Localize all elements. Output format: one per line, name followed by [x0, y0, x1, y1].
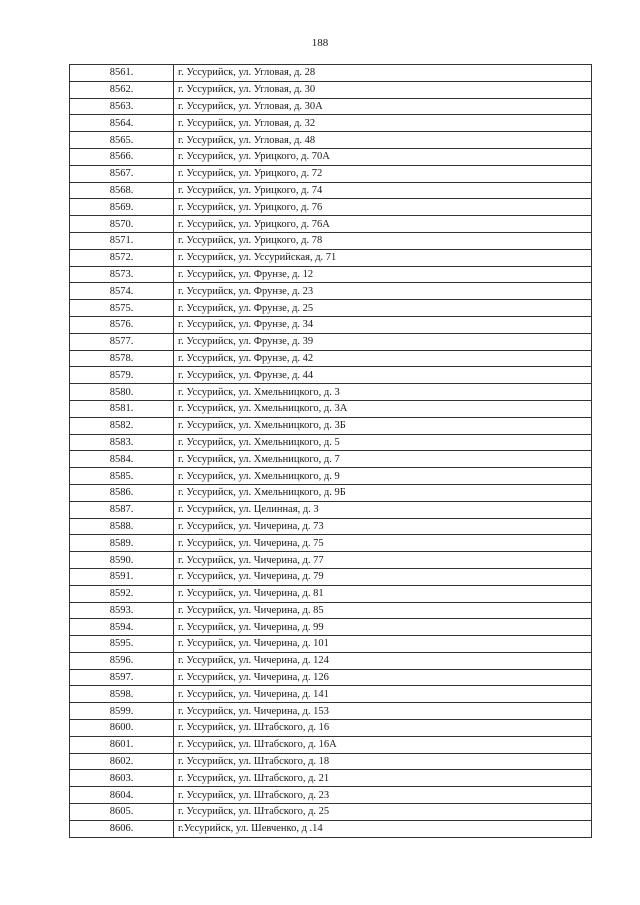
table-row	[70, 753, 592, 770]
table-row	[70, 367, 592, 384]
row-address-cell: г. Уссурийск, ул. Чичерина, д. 124	[174, 652, 592, 669]
row-number-cell: 8606.	[70, 820, 174, 837]
row-address-cell: г. Уссурийск, ул. Хмельницкого, д. 3Б	[174, 417, 592, 434]
row-address-cell: г. Уссурийск, ул. Угловая, д. 48	[174, 132, 592, 149]
row-number-cell: 8564.	[70, 115, 174, 132]
row-address-cell: г. Уссурийск, ул. Фрунзе, д. 39	[174, 333, 592, 350]
row-address-cell: г. Уссурийск, ул. Чичерина, д. 141	[174, 686, 592, 703]
row-address-cell: г. Уссурийск, ул. Угловая, д. 30	[174, 81, 592, 98]
row-number-cell: 8584.	[70, 451, 174, 468]
row-address-cell: г. Уссурийск, ул. Фрунзе, д. 12	[174, 266, 592, 283]
row-number-cell: 8587.	[70, 501, 174, 518]
table-row	[70, 703, 592, 720]
row-address-cell: г. Уссурийск, ул. Хмельницкого, д. 9	[174, 468, 592, 485]
table-row	[70, 535, 592, 552]
row-number-cell: 8581.	[70, 400, 174, 417]
table-row	[70, 165, 592, 182]
table-row	[70, 232, 592, 249]
table-row	[70, 115, 592, 132]
row-address-cell: г. Уссурийск, ул. Штабского, д. 23	[174, 787, 592, 804]
row-number-cell: 8585.	[70, 468, 174, 485]
row-number-cell: 8599.	[70, 703, 174, 720]
row-number-cell: 8603.	[70, 770, 174, 787]
row-number-cell: 8591.	[70, 568, 174, 585]
table-row	[70, 300, 592, 317]
row-number-cell: 8602.	[70, 753, 174, 770]
row-address-cell: г. Уссурийск, ул. Штабского, д. 16А	[174, 736, 592, 753]
table-row	[70, 216, 592, 233]
table-row	[70, 333, 592, 350]
row-number-cell: 8576.	[70, 316, 174, 333]
row-number-cell: 8590.	[70, 552, 174, 569]
row-address-cell: г. Уссурийск, ул. Чичерина, д. 75	[174, 535, 592, 552]
row-address-cell: г. Уссурийск, ул. Штабского, д. 21	[174, 770, 592, 787]
row-address-cell: г. Уссурийск, ул. Урицкого, д. 74	[174, 182, 592, 199]
row-number-cell: 8598.	[70, 686, 174, 703]
table-row	[70, 585, 592, 602]
row-number-cell: 8594.	[70, 619, 174, 636]
row-address-cell: г. Уссурийск, ул. Хмельницкого, д. 5	[174, 434, 592, 451]
row-address-cell: г. Уссурийск, ул. Хмельницкого, д. 3	[174, 384, 592, 401]
row-address-cell: г. Уссурийск, ул. Фрунзе, д. 23	[174, 283, 592, 300]
row-address-cell: г. Уссурийск, ул. Штабского, д. 16	[174, 720, 592, 737]
row-number-cell: 8570.	[70, 216, 174, 233]
row-number-cell: 8562.	[70, 81, 174, 98]
row-number-cell: 8596.	[70, 652, 174, 669]
row-address-cell: г. Уссурийск, ул. Урицкого, д. 78	[174, 232, 592, 249]
table-row	[70, 400, 592, 417]
row-address-cell: г. Уссурийск, ул. Чичерина, д. 153	[174, 703, 592, 720]
row-address-cell: г. Уссурийск, ул. Чичерина, д. 73	[174, 518, 592, 535]
row-number-cell: 8563.	[70, 98, 174, 115]
table-row	[70, 568, 592, 585]
table-row	[70, 720, 592, 737]
row-address-cell: г. Уссурийск, ул. Фрунзе, д. 42	[174, 350, 592, 367]
row-number-cell: 8567.	[70, 165, 174, 182]
row-address-cell: г. Уссурийск, ул. Фрунзе, д. 34	[174, 316, 592, 333]
row-address-cell: г. Уссурийск, ул. Угловая, д. 32	[174, 115, 592, 132]
row-number-cell: 8571.	[70, 232, 174, 249]
row-address-cell: г. Уссурийск, ул. Целинная, д. 3	[174, 501, 592, 518]
row-address-cell: г. Уссурийск, ул. Урицкого, д. 76	[174, 199, 592, 216]
row-number-cell: 8604.	[70, 787, 174, 804]
table-row	[70, 736, 592, 753]
row-number-cell: 8574.	[70, 283, 174, 300]
row-number-cell: 8588.	[70, 518, 174, 535]
row-address-cell: г. Уссурийск, ул. Фрунзе, д. 25	[174, 300, 592, 317]
row-address-cell: г. Уссурийск, ул. Уссурийская, д. 71	[174, 249, 592, 266]
row-number-cell: 8593.	[70, 602, 174, 619]
table-row	[70, 417, 592, 434]
row-address-cell: г. Уссурийск, ул. Урицкого, д. 76А	[174, 216, 592, 233]
table-row	[70, 132, 592, 149]
table-row	[70, 283, 592, 300]
row-number-cell: 8566.	[70, 148, 174, 165]
address-table-body	[70, 65, 592, 838]
row-address-cell: г. Уссурийск, ул. Урицкого, д. 70А	[174, 148, 592, 165]
row-number-cell: 8583.	[70, 434, 174, 451]
row-address-cell: г. Уссурийск, ул. Штабского, д. 18	[174, 753, 592, 770]
row-address-cell: г.Уссурийск, ул. Шевченко, д .14	[174, 820, 592, 837]
table-row	[70, 350, 592, 367]
row-number-cell: 8601.	[70, 736, 174, 753]
row-address-cell: г. Уссурийск, ул. Хмельницкого, д. 3А	[174, 400, 592, 417]
row-address-cell: г. Уссурийск, ул. Хмельницкого, д. 9Б	[174, 484, 592, 501]
row-number-cell: 8597.	[70, 669, 174, 686]
table-row	[70, 669, 592, 686]
row-address-cell: г. Уссурийск, ул. Чичерина, д. 101	[174, 636, 592, 653]
table-row	[70, 770, 592, 787]
table-row	[70, 249, 592, 266]
row-address-cell: г. Уссурийск, ул. Фрунзе, д. 44	[174, 367, 592, 384]
table-row	[70, 686, 592, 703]
table-row	[70, 434, 592, 451]
row-address-cell: г. Уссурийск, ул. Штабского, д. 25	[174, 804, 592, 821]
row-number-cell: 8600.	[70, 720, 174, 737]
row-number-cell: 8579.	[70, 367, 174, 384]
row-address-cell: г. Уссурийск, ул. Хмельницкого, д. 7	[174, 451, 592, 468]
row-number-cell: 8580.	[70, 384, 174, 401]
table-row	[70, 266, 592, 283]
row-address-cell: г. Уссурийск, ул. Чичерина, д. 79	[174, 568, 592, 585]
row-number-cell: 8572.	[70, 249, 174, 266]
row-number-cell: 8565.	[70, 132, 174, 149]
row-number-cell: 8589.	[70, 535, 174, 552]
table-row	[70, 619, 592, 636]
table-row	[70, 98, 592, 115]
row-number-cell: 8577.	[70, 333, 174, 350]
table-row	[70, 199, 592, 216]
table-row	[70, 652, 592, 669]
row-address-cell: г. Уссурийск, ул. Чичерина, д. 85	[174, 602, 592, 619]
table-row	[70, 148, 592, 165]
row-address-cell: г. Уссурийск, ул. Урицкого, д. 72	[174, 165, 592, 182]
address-table	[69, 64, 592, 838]
row-number-cell: 8586.	[70, 484, 174, 501]
row-number-cell: 8575.	[70, 300, 174, 317]
row-number-cell: 8568.	[70, 182, 174, 199]
table-row	[70, 316, 592, 333]
table-row	[70, 552, 592, 569]
table-row	[70, 468, 592, 485]
table-row	[70, 804, 592, 821]
table-row	[70, 484, 592, 501]
table-row	[70, 501, 592, 518]
table-row	[70, 81, 592, 98]
row-number-cell: 8582.	[70, 417, 174, 434]
table-row	[70, 451, 592, 468]
row-number-cell: 8595.	[70, 636, 174, 653]
table-row	[70, 65, 592, 82]
table-row	[70, 182, 592, 199]
row-number-cell: 8578.	[70, 350, 174, 367]
table-row	[70, 636, 592, 653]
table-row	[70, 518, 592, 535]
row-address-cell: г. Уссурийск, ул. Чичерина, д. 126	[174, 669, 592, 686]
row-number-cell: 8573.	[70, 266, 174, 283]
row-number-cell: 8592.	[70, 585, 174, 602]
row-number-cell: 8605.	[70, 804, 174, 821]
table-row	[70, 384, 592, 401]
row-address-cell: г. Уссурийск, ул. Чичерина, д. 81	[174, 585, 592, 602]
row-number-cell: 8561.	[70, 65, 174, 82]
row-address-cell: г. Уссурийск, ул. Чичерина, д. 77	[174, 552, 592, 569]
row-address-cell: г. Уссурийск, ул. Угловая, д. 30А	[174, 98, 592, 115]
table-row	[70, 602, 592, 619]
page-number: 188	[311, 37, 329, 49]
table-row	[70, 787, 592, 804]
row-address-cell: г. Уссурийск, ул. Чичерина, д. 99	[174, 619, 592, 636]
row-address-cell: г. Уссурийск, ул. Угловая, д. 28	[174, 65, 592, 82]
table-row	[70, 820, 592, 837]
row-number-cell: 8569.	[70, 199, 174, 216]
